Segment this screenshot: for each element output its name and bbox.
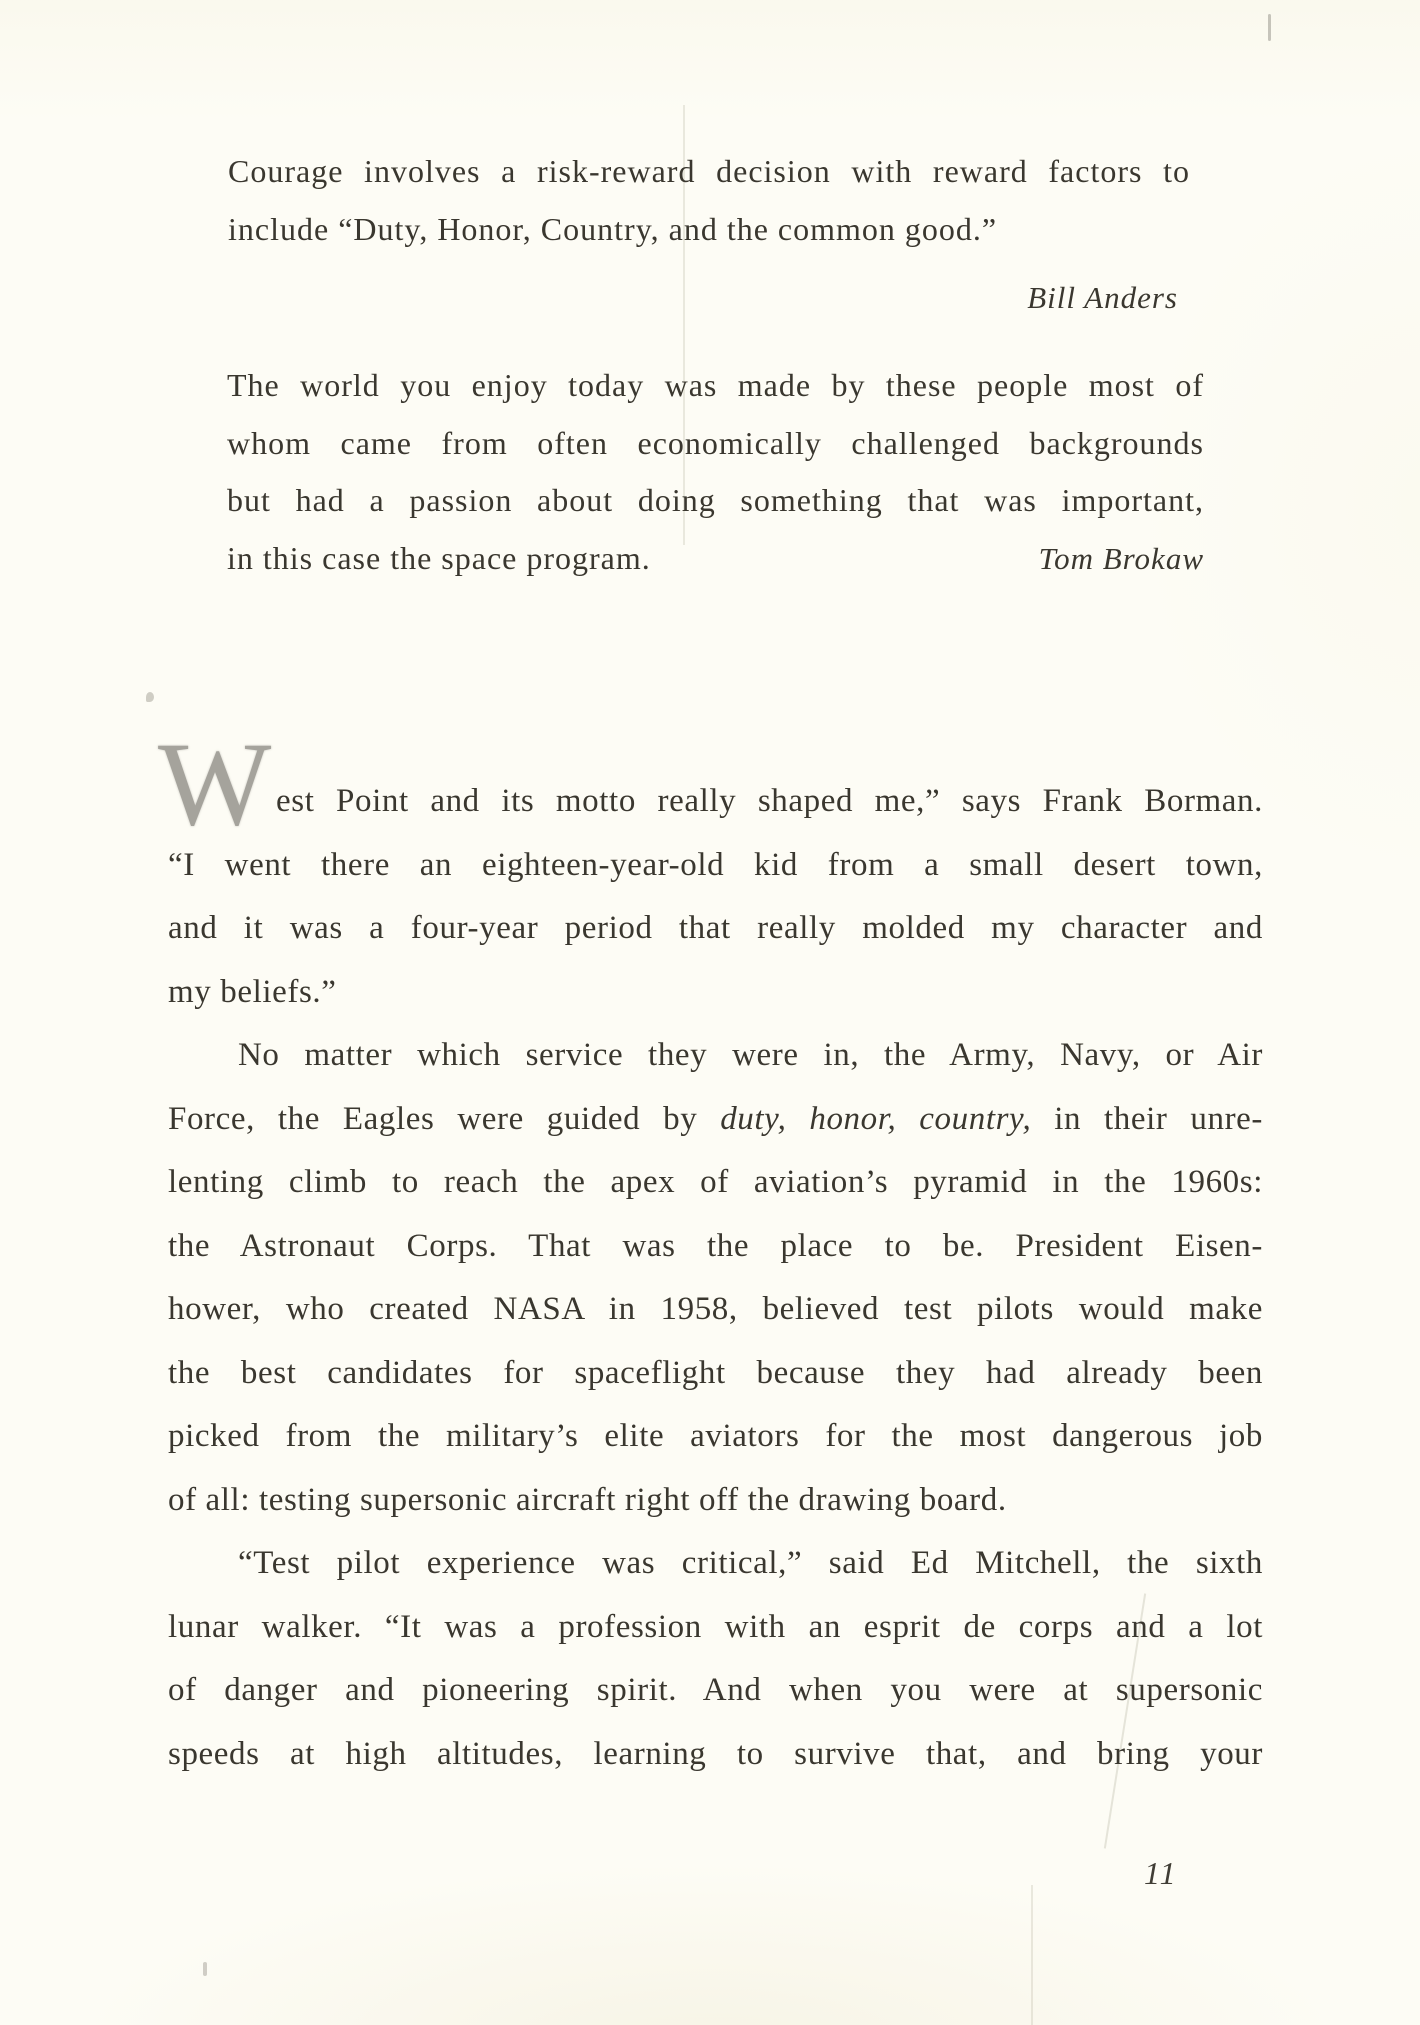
page-number: 11	[1144, 1855, 1178, 1891]
epigraph-bill-anders	[228, 142, 1190, 327]
epigraph-line: in this case the space program.	[227, 539, 651, 576]
body-line: lenting climb to reach the apex of aviation’s pyramid in the 1960s:	[168, 1164, 1263, 1200]
dropcap-letter-w: W	[158, 717, 272, 850]
epigraph-line: but had a passion about doing something that was important,	[227, 482, 1204, 518]
body-line	[168, 1088, 1263, 1152]
body-line: of danger and pioneering spirit. And when you were at supersonic	[168, 1672, 1263, 1708]
body-text	[168, 770, 1263, 1786]
body-line: lunar walker. “It was a profession with an esprit de corps and a lot	[168, 1608, 1263, 1645]
epigraph-tom-brokaw	[227, 357, 1204, 587]
epigraph-line: The world you enjoy today was made by these people most of	[227, 367, 1204, 403]
body-line: “I went there an eighteen-year-old kid from a small desert town,	[168, 846, 1263, 883]
attribution-line	[228, 269, 1190, 327]
body-line: No matter which service they were in, the Army, Navy, or Air	[238, 1037, 1263, 1073]
body-line: “Test pilot experience was critical,” said Ed Mitchell, the sixth	[238, 1545, 1263, 1581]
attribution-tom-brokaw: Tom Brokaw	[1038, 540, 1204, 576]
body-line: speeds at high altitudes, learning to survive that, and bring your	[168, 1735, 1263, 1772]
body-line-segment: in their unre-	[1031, 1100, 1263, 1137]
scan-speck-bottom	[203, 1962, 207, 1976]
epigraph-last-line	[227, 530, 1204, 588]
attribution-bill-anders: Bill Anders	[1027, 280, 1178, 315]
epigraph-line: whom came from often economically challenged backgrounds	[227, 424, 1204, 461]
scan-mark-top-right	[1268, 14, 1271, 41]
scan-crease-vertical-bottom	[1031, 1885, 1033, 2025]
epigraph-line: include “Duty, Honor, Country, and the common good.”	[228, 211, 998, 247]
scan-speck-left-margin	[146, 692, 154, 702]
body-line: my beliefs.”	[168, 973, 337, 1010]
body-line: the best candidates for spaceflight because they had already been	[168, 1354, 1263, 1391]
body-line: of all: testing supersonic aircraft right off the drawing board.	[168, 1481, 1007, 1518]
epigraph-line: Courage involves a risk-reward decision with reward factors to	[228, 153, 1190, 189]
body-line: picked from the military’s elite aviators for the most dangerous job	[168, 1418, 1263, 1454]
body-line: the Astronaut Corps. That was the place to be. President Eisen-	[168, 1227, 1263, 1264]
body-line-segment: Force, the Eagles were guided by	[168, 1100, 721, 1137]
body-line: hower, who created NASA in 1958, believed test pilots would make	[168, 1291, 1263, 1327]
body-line-italic-phrase: duty, honor, country,	[720, 1100, 1032, 1137]
body-line: est Point and its motto really shaped me,” says Frank Borman.	[276, 783, 1263, 819]
body-line: and it was a four-year period that really molded my character and	[168, 910, 1263, 946]
